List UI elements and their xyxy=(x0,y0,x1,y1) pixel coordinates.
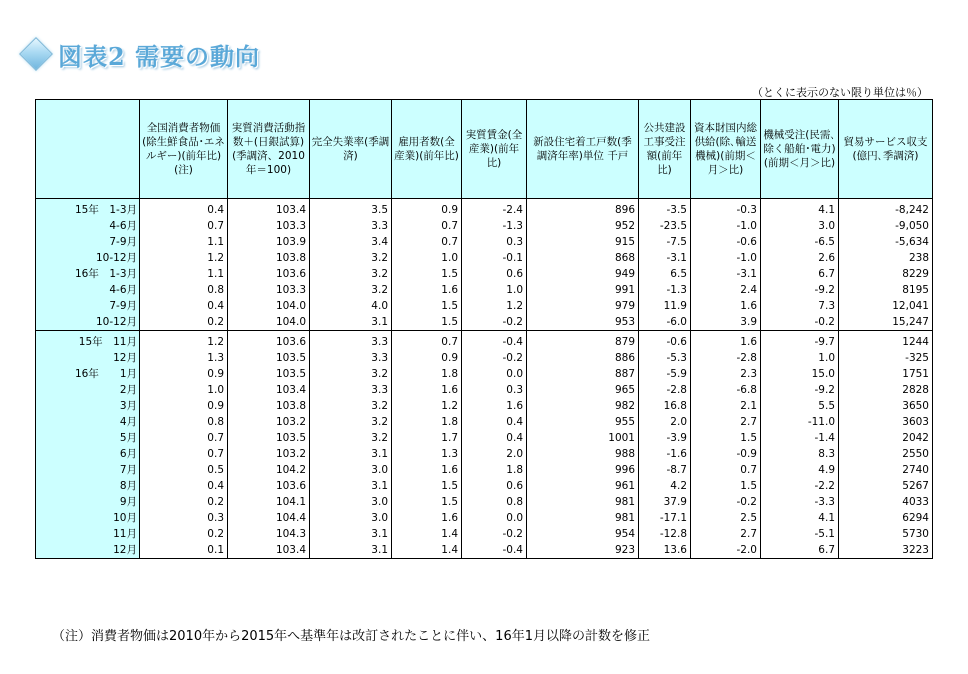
table-cell: 1.5 xyxy=(691,478,761,494)
table-cell: 879 xyxy=(527,331,639,351)
table-cell: 2.3 xyxy=(691,366,761,382)
table-cell: 103.8 xyxy=(228,398,310,414)
table-cell: 2550 xyxy=(839,446,933,462)
table-cell: 2.1 xyxy=(691,398,761,414)
column-header: 全国消費者物価(除生鮮食品･エネルギー)(前年比)(注) xyxy=(140,100,228,199)
table-body xyxy=(36,199,933,559)
table-row xyxy=(36,298,933,314)
table-cell: 104.0 xyxy=(228,298,310,314)
table-cell: -0.2 xyxy=(462,526,527,542)
column-header: 実質賃金(全産業)(前年比) xyxy=(462,100,527,199)
row-label: 15年 1-3月 xyxy=(36,199,140,219)
table-cell: 3.1 xyxy=(310,526,392,542)
table-cell: 1.5 xyxy=(691,430,761,446)
table-header-row xyxy=(36,100,933,199)
table-cell: 3.3 xyxy=(310,382,392,398)
table-cell: 3.3 xyxy=(310,331,392,351)
table-cell: -0.4 xyxy=(462,542,527,559)
table-row xyxy=(36,382,933,398)
row-label: 4月 xyxy=(36,414,140,430)
table-cell: 1.4 xyxy=(392,542,462,559)
table-cell: 0.2 xyxy=(140,314,228,331)
table-cell: 103.5 xyxy=(228,366,310,382)
table-cell: 955 xyxy=(527,414,639,430)
table-cell: 949 xyxy=(527,266,639,282)
table-cell: 103.2 xyxy=(228,446,310,462)
table-cell: 979 xyxy=(527,298,639,314)
table-cell: -2.8 xyxy=(639,382,691,398)
table-cell: -9.2 xyxy=(761,282,839,298)
table-cell: 3.0 xyxy=(761,218,839,234)
table-cell: 12,041 xyxy=(839,298,933,314)
table-cell: -2.4 xyxy=(462,199,527,219)
table-cell: -0.2 xyxy=(691,494,761,510)
table-row xyxy=(36,398,933,414)
table-cell: 1.2 xyxy=(462,298,527,314)
table-row xyxy=(36,366,933,382)
table-cell: 1.0 xyxy=(392,250,462,266)
table-cell: 1.8 xyxy=(392,366,462,382)
table-cell: 0.1 xyxy=(140,542,228,559)
table-cell: 1.5 xyxy=(392,298,462,314)
table-row xyxy=(36,218,933,234)
table-cell: 5267 xyxy=(839,478,933,494)
table-row xyxy=(36,282,933,298)
table-cell: 961 xyxy=(527,478,639,494)
table-cell: 0.8 xyxy=(140,414,228,430)
table-cell: 6.7 xyxy=(761,266,839,282)
row-label: 5月 xyxy=(36,430,140,446)
table-cell: 2.7 xyxy=(691,414,761,430)
table-cell: 991 xyxy=(527,282,639,298)
table-cell: 3.2 xyxy=(310,266,392,282)
table-row xyxy=(36,266,933,282)
table-cell: 1.6 xyxy=(462,398,527,414)
table-cell: 2.6 xyxy=(761,250,839,266)
table-cell: -1.0 xyxy=(691,218,761,234)
row-label: 4-6月 xyxy=(36,218,140,234)
table-cell: 2.4 xyxy=(691,282,761,298)
row-label: 2月 xyxy=(36,382,140,398)
table-cell: 0.7 xyxy=(140,218,228,234)
table-cell: 6294 xyxy=(839,510,933,526)
table-cell: 1001 xyxy=(527,430,639,446)
table-cell: 3.1 xyxy=(310,478,392,494)
table-cell: 238 xyxy=(839,250,933,266)
table-cell: -2.8 xyxy=(691,350,761,366)
table-cell: 1.6 xyxy=(392,462,462,478)
table-row xyxy=(36,542,933,559)
table-cell: 1.2 xyxy=(392,398,462,414)
row-label: 3月 xyxy=(36,398,140,414)
row-label: 7-9月 xyxy=(36,298,140,314)
table-cell: 0.7 xyxy=(691,462,761,478)
table-cell: -0.4 xyxy=(462,331,527,351)
table-cell: 103.4 xyxy=(228,199,310,219)
table-cell: 3.1 xyxy=(310,314,392,331)
table-cell: 1.4 xyxy=(392,526,462,542)
table-cell: 1.6 xyxy=(392,382,462,398)
title-block xyxy=(18,36,260,72)
row-label: 9月 xyxy=(36,494,140,510)
table-cell: 868 xyxy=(527,250,639,266)
table-cell: 0.9 xyxy=(140,366,228,382)
table-cell: -5.1 xyxy=(761,526,839,542)
table-cell: 2740 xyxy=(839,462,933,478)
table-cell: 887 xyxy=(527,366,639,382)
table-cell: 15,247 xyxy=(839,314,933,331)
table-cell: 0.3 xyxy=(140,510,228,526)
column-header xyxy=(36,100,140,199)
table-cell: 0.9 xyxy=(140,398,228,414)
demand-trends-table xyxy=(35,99,933,559)
table-cell: 0.0 xyxy=(462,510,527,526)
table-cell: -17.1 xyxy=(639,510,691,526)
table-cell: 965 xyxy=(527,382,639,398)
table-cell: 988 xyxy=(527,446,639,462)
table-cell: 103.3 xyxy=(228,218,310,234)
table-cell: 4.1 xyxy=(761,510,839,526)
table-cell: 1.5 xyxy=(392,494,462,510)
diamond-bullet-icon xyxy=(19,37,53,71)
table-cell: -3.5 xyxy=(639,199,691,219)
table-cell: 5730 xyxy=(839,526,933,542)
table-cell: 2042 xyxy=(839,430,933,446)
table-cell: 104.2 xyxy=(228,462,310,478)
table-cell: 6.7 xyxy=(761,542,839,559)
table-cell: 1.5 xyxy=(392,266,462,282)
table-cell: 0.4 xyxy=(140,199,228,219)
row-label: 6月 xyxy=(36,446,140,462)
table-cell: 104.1 xyxy=(228,494,310,510)
table-cell: 15.0 xyxy=(761,366,839,382)
column-header: 資本財国内総供給(除､輸送機械)(前期＜月＞比) xyxy=(691,100,761,199)
table-row xyxy=(36,414,933,430)
table-row xyxy=(36,462,933,478)
table-cell: 103.4 xyxy=(228,542,310,559)
table-cell: 0.8 xyxy=(462,494,527,510)
table-cell: 7.3 xyxy=(761,298,839,314)
table-cell: 4.2 xyxy=(639,478,691,494)
table-cell: -3.1 xyxy=(639,250,691,266)
table-cell: -2.2 xyxy=(761,478,839,494)
table-cell: 3603 xyxy=(839,414,933,430)
table-cell: 3.2 xyxy=(310,366,392,382)
unit-note: （とくに表示のない限り単位は％） xyxy=(752,86,928,99)
table-cell: 3223 xyxy=(839,542,933,559)
table-cell: 103.6 xyxy=(228,478,310,494)
table-cell: 1.5 xyxy=(392,478,462,494)
table-cell: 0.3 xyxy=(462,234,527,250)
table-cell: 3.3 xyxy=(310,350,392,366)
table-cell: 103.6 xyxy=(228,331,310,351)
table-cell: 0.7 xyxy=(392,331,462,351)
table-cell: 104.4 xyxy=(228,510,310,526)
table-cell: 3.0 xyxy=(310,510,392,526)
page-title: 図表2 需要の動向 xyxy=(58,41,261,71)
table-cell: 2828 xyxy=(839,382,933,398)
table-cell: -0.2 xyxy=(462,314,527,331)
table-cell: 13.6 xyxy=(639,542,691,559)
table-cell: 3.9 xyxy=(691,314,761,331)
table-cell: 3.2 xyxy=(310,398,392,414)
table-cell: 2.0 xyxy=(639,414,691,430)
table-cell: -1.3 xyxy=(462,218,527,234)
table-cell: -12.8 xyxy=(639,526,691,542)
table-cell: 103.6 xyxy=(228,266,310,282)
table-cell: 1.3 xyxy=(392,446,462,462)
table-cell: -5.9 xyxy=(639,366,691,382)
table-cell: 3.0 xyxy=(310,462,392,478)
table-cell: 3.1 xyxy=(310,542,392,559)
table-cell: 3.2 xyxy=(310,250,392,266)
table-cell: 0.4 xyxy=(140,298,228,314)
row-label: 12月 xyxy=(36,542,140,559)
table-cell: 2.5 xyxy=(691,510,761,526)
table-row xyxy=(36,250,933,266)
table-cell: 0.2 xyxy=(140,494,228,510)
row-label: 16年 1月 xyxy=(36,366,140,382)
table-cell: 0.6 xyxy=(462,266,527,282)
table-cell: 8229 xyxy=(839,266,933,282)
table-cell: 1.6 xyxy=(691,331,761,351)
table-cell: -9.7 xyxy=(761,331,839,351)
table-row xyxy=(36,494,933,510)
table-cell: -0.9 xyxy=(691,446,761,462)
table-cell: 3.1 xyxy=(310,446,392,462)
table-cell: -9.2 xyxy=(761,382,839,398)
table-row xyxy=(36,446,933,462)
table-cell: -23.5 xyxy=(639,218,691,234)
table-cell: 103.5 xyxy=(228,350,310,366)
table-row xyxy=(36,526,933,542)
table-row xyxy=(36,478,933,494)
table-cell: -3.9 xyxy=(639,430,691,446)
footnote: （注）消費者物価は2010年から2015年へ基準年は改訂されたことに伴い、16年1月以降の計数を修正 xyxy=(52,629,650,644)
table-cell: 1.0 xyxy=(761,350,839,366)
table-cell: 4.9 xyxy=(761,462,839,478)
table-cell: 103.3 xyxy=(228,282,310,298)
table-cell: 1.6 xyxy=(392,510,462,526)
table-cell: 4033 xyxy=(839,494,933,510)
table-row xyxy=(36,331,933,351)
table-cell: 1.0 xyxy=(140,382,228,398)
column-header: 公共建設工事受注額(前年比) xyxy=(639,100,691,199)
row-label: 15年 11月 xyxy=(36,331,140,351)
row-label: 12月 xyxy=(36,350,140,366)
table-cell: 0.4 xyxy=(462,414,527,430)
table-cell: 0.0 xyxy=(462,366,527,382)
table-cell: 3.0 xyxy=(310,494,392,510)
table-cell: -5.3 xyxy=(639,350,691,366)
table-row xyxy=(36,510,933,526)
table-cell: 5.5 xyxy=(761,398,839,414)
column-header: 完全失業率(季調済) xyxy=(310,100,392,199)
table-cell: 0.9 xyxy=(392,199,462,219)
table-cell: -325 xyxy=(839,350,933,366)
table-cell: 3.4 xyxy=(310,234,392,250)
table-row xyxy=(36,199,933,219)
table-cell: 6.5 xyxy=(639,266,691,282)
table-cell: -7.5 xyxy=(639,234,691,250)
table-cell: 3.2 xyxy=(310,414,392,430)
table-cell: 1.1 xyxy=(140,266,228,282)
table-cell: 103.8 xyxy=(228,250,310,266)
table-cell: 981 xyxy=(527,510,639,526)
table-cell: -5,634 xyxy=(839,234,933,250)
table-cell: 896 xyxy=(527,199,639,219)
table-cell: 104.3 xyxy=(228,526,310,542)
table-cell: 953 xyxy=(527,314,639,331)
table-cell: -0.2 xyxy=(462,350,527,366)
table-cell: -6.0 xyxy=(639,314,691,331)
row-label: 7-9月 xyxy=(36,234,140,250)
table-cell: 954 xyxy=(527,526,639,542)
table-cell: 0.2 xyxy=(140,526,228,542)
table-cell: 996 xyxy=(527,462,639,478)
table-cell: 0.8 xyxy=(140,282,228,298)
table-cell: -3.1 xyxy=(691,266,761,282)
table-cell: 0.7 xyxy=(392,234,462,250)
table-cell: -0.6 xyxy=(691,234,761,250)
table-cell: 0.7 xyxy=(140,430,228,446)
table-cell: 3.2 xyxy=(310,430,392,446)
table-cell: -2.0 xyxy=(691,542,761,559)
table-cell: 1.3 xyxy=(140,350,228,366)
row-label: 7月 xyxy=(36,462,140,478)
table-cell: 1.2 xyxy=(140,331,228,351)
table-row xyxy=(36,314,933,331)
column-header: 貿易サービス収支(億円､季調済) xyxy=(839,100,933,199)
table-cell: 982 xyxy=(527,398,639,414)
column-header: 実質消費活動指数＋(日銀試算)(季調済、2010年＝100) xyxy=(228,100,310,199)
table-cell: -0.6 xyxy=(639,331,691,351)
table-cell: 1751 xyxy=(839,366,933,382)
table-cell: 0.3 xyxy=(462,382,527,398)
column-header: 機械受注(民需､除く船舶･電力)(前期＜月＞比) xyxy=(761,100,839,199)
table-cell: 0.6 xyxy=(462,478,527,494)
table-cell: 8195 xyxy=(839,282,933,298)
table-cell: 0.4 xyxy=(462,430,527,446)
row-label: 10月 xyxy=(36,510,140,526)
table-cell: 3650 xyxy=(839,398,933,414)
table-cell: 915 xyxy=(527,234,639,250)
column-header: 新設住宅着工戸数(季調済年率)単位 千戸 xyxy=(527,100,639,199)
table-cell: 1.7 xyxy=(392,430,462,446)
table-cell: 103.5 xyxy=(228,430,310,446)
table-cell: 0.4 xyxy=(140,478,228,494)
table-cell: 0.7 xyxy=(392,218,462,234)
table-cell: 952 xyxy=(527,218,639,234)
table-cell: 3.5 xyxy=(310,199,392,219)
table-row xyxy=(36,234,933,250)
table-cell: 0.7 xyxy=(140,446,228,462)
table-cell: -0.2 xyxy=(761,314,839,331)
table-cell: 1.8 xyxy=(462,462,527,478)
table-cell: 16.8 xyxy=(639,398,691,414)
table-cell: -8.7 xyxy=(639,462,691,478)
table-cell: -1.4 xyxy=(761,430,839,446)
table-cell: -1.0 xyxy=(691,250,761,266)
table-cell: 923 xyxy=(527,542,639,559)
table-cell: 37.9 xyxy=(639,494,691,510)
table-cell: -1.6 xyxy=(639,446,691,462)
row-label: 11月 xyxy=(36,526,140,542)
table-cell: -9,050 xyxy=(839,218,933,234)
table-cell: 8.3 xyxy=(761,446,839,462)
table-cell: 0.9 xyxy=(392,350,462,366)
table-cell: 1.2 xyxy=(140,250,228,266)
table-cell: -0.1 xyxy=(462,250,527,266)
table-cell: 886 xyxy=(527,350,639,366)
table-row xyxy=(36,350,933,366)
row-label: 10-12月 xyxy=(36,250,140,266)
table-cell: -11.0 xyxy=(761,414,839,430)
table-cell: -1.3 xyxy=(639,282,691,298)
row-label: 8月 xyxy=(36,478,140,494)
table-row xyxy=(36,430,933,446)
table-cell: 2.0 xyxy=(462,446,527,462)
table-cell: 103.4 xyxy=(228,382,310,398)
row-label: 4-6月 xyxy=(36,282,140,298)
table-cell: 103.2 xyxy=(228,414,310,430)
table-cell: -3.3 xyxy=(761,494,839,510)
table-cell: 4.1 xyxy=(761,199,839,219)
table-cell: 103.9 xyxy=(228,234,310,250)
table-cell: 2.7 xyxy=(691,526,761,542)
table-cell: 11.9 xyxy=(639,298,691,314)
table-cell: 0.5 xyxy=(140,462,228,478)
table-cell: 1.0 xyxy=(462,282,527,298)
table-cell: 1244 xyxy=(839,331,933,351)
table-cell: 1.8 xyxy=(392,414,462,430)
table-cell: 4.0 xyxy=(310,298,392,314)
row-label: 16年 1-3月 xyxy=(36,266,140,282)
table-cell: 981 xyxy=(527,494,639,510)
table-cell: 1.5 xyxy=(392,314,462,331)
table-cell: 1.1 xyxy=(140,234,228,250)
row-label: 10-12月 xyxy=(36,314,140,331)
table-cell: 104.0 xyxy=(228,314,310,331)
table-cell: 1.6 xyxy=(691,298,761,314)
table-cell: 3.2 xyxy=(310,282,392,298)
column-header: 雇用者数(全産業)(前年比) xyxy=(392,100,462,199)
table-cell: 1.6 xyxy=(392,282,462,298)
table-cell: -6.5 xyxy=(761,234,839,250)
table-cell: -0.3 xyxy=(691,199,761,219)
table-cell: -8,242 xyxy=(839,199,933,219)
table-cell: -6.8 xyxy=(691,382,761,398)
table-cell: 3.3 xyxy=(310,218,392,234)
